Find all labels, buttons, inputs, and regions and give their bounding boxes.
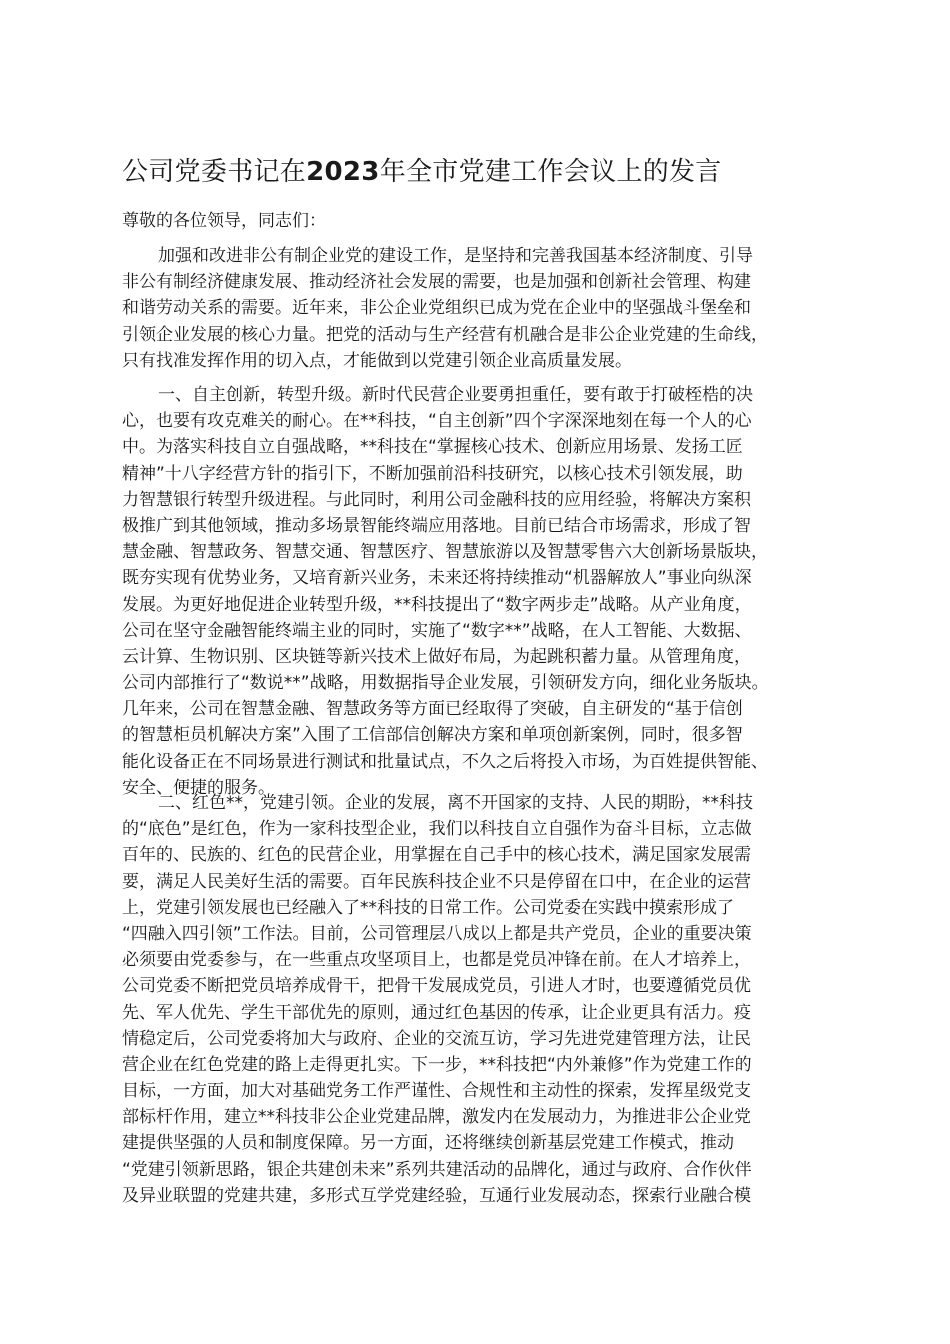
- paragraph-line: 的“底色”是红色，作为一家科技型企业，我们以科技自立自强作为奋斗目标，立志做: [122, 819, 752, 840]
- paragraph-line: 营企业在红色党建的路上走得更扎实。下一步，**科技把“内外兼修”作为党建工作的: [122, 1054, 752, 1075]
- document-title: [122, 152, 842, 192]
- paragraph-line: 公司在坚守金融智能终端主业的同时，实施了“数字**”战略，在人工智能、大数据、: [122, 620, 752, 641]
- paragraph-line: 上，党建引领发展也已经融入了**科技的日常工作。公司党委在实践中摸索形成了: [122, 897, 734, 918]
- paragraph-line: 公司内部推行了“数说**”战略，用数据指导企业发展，引领研发方向，细化业务版块。: [122, 673, 769, 694]
- paragraph-line: 先、军人优先、学生干部优先的原则，通过红色基因的传承，让企业更具有活力。疫: [122, 1002, 751, 1023]
- paragraph-line: 公司党委不断把党员培养成骨干，把骨干发展成党员，引进人才时，也要遵循党员优: [122, 976, 751, 997]
- paragraph-line: 目标，一方面，加大对基础党务工作严谨性、合规性和主动性的探索，发挥星级党支: [122, 1081, 751, 1102]
- paragraph-line: 引领企业发展的核心力量。把党的活动与生产经营有机融合是非公企业党建的生命线，: [122, 324, 768, 345]
- paragraph-line: 只有找准发挥作用的切入点，才能做到以党建引领企业高质量发展。: [122, 350, 632, 371]
- paragraph-line: 力智慧银行转型升级进程。与此同时，利用公司金融科技的应用经验，将解决方案积: [122, 489, 751, 510]
- paragraph-line: 加强和改进非公有制企业党的建设工作，是坚持和完善我国基本经济制度、引导: [158, 246, 753, 266]
- paragraph-line: 的智慧柜员机解决方案”入围了工信部信创解决方案和单项创新案例，同时，很多智: [122, 725, 743, 746]
- paragraph-line: 要，满足人民美好生活的需要。百年民族科技企业不只是停留在口中，在企业的运营: [122, 871, 751, 892]
- paragraph-line: 几年来，公司在智慧金融、智慧政务等方面已经取得了突破，自主研发的“基于信创: [122, 699, 743, 720]
- paragraph-line: 心，也要有攻克难关的耐心。在**科技，“自主创新”四个字深深地刻在每一个人的心: [122, 411, 752, 432]
- paragraph-line: 及异业联盟的党建共建，多形式互学党建经验，互通行业发展动态，探索行业融合模: [122, 1185, 751, 1206]
- paragraph-line: 精神”十八字经营方针的指引下，不断加强前沿科技研究，以核心技术引领发展，助: [122, 463, 743, 484]
- title-year: 2023: [306, 157, 380, 187]
- paragraph-line: 能化设备正在不同场景进行测试和批量试点，不久之后将投入市场，为百姓提供智能、: [122, 751, 768, 772]
- salutation: 尊敬的各位领导，同志们：: [122, 211, 326, 231]
- paragraph-line: “四融入四引领”工作法。目前，公司管理层八成以上都是共产党员，企业的重要决策: [122, 923, 752, 944]
- paragraph-line: 二、红色**，党建引领。企业的发展，离不开国家的支持、人民的期盼，**科技: [158, 793, 753, 813]
- paragraph-line: 部标杆作用，建立**科技非公企业党建品牌，激发内在发展动力，为推进非公企业党: [122, 1107, 751, 1128]
- paragraph-line: 建提供坚强的人员和制度保障。另一方面，还将继续创新基层党建工作模式，推动: [122, 1133, 734, 1154]
- paragraph-line: 非公有制经济健康发展、推动经济社会发展的需要，也是加强和创新社会管理、构建: [122, 272, 751, 293]
- paragraph-section-one: [122, 382, 852, 801]
- paragraph-line: 必须要由党委参与，在一些重点攻坚项目上，也都是党员冲锋在前。在人才培养上，: [122, 950, 751, 971]
- paragraph-line: 既夯实现有优势业务，又培育新兴业务，未来还将持续推动“机器解放人”事业向纵深: [122, 568, 752, 589]
- paragraph-line: “党建引领新思路，银企共建创未来”系列共建活动的品牌化，通过与政府、合作伙伴: [122, 1159, 752, 1180]
- paragraph-line: 慧金融、智慧政务、智慧交通、智慧医疗、智慧旅游以及智慧零售六大创新场景版块，: [122, 542, 768, 563]
- title-prefix: 公司党委书记在: [122, 157, 307, 187]
- paragraph-line: 云计算、生物识别、区块链等新兴技术上做好布局，为起跳积蓄力量。从管理角度，: [122, 646, 751, 667]
- paragraph-line: 百年的、民族的、红色的民营企业，用掌握在自己手中的核心技术，满足国家发展需: [122, 845, 751, 866]
- paragraph-section-two: [122, 790, 852, 1209]
- paragraph-line: 一、自主创新，转型升级。新时代民营企业要勇担重任，要有敢于打破桎梏的决: [158, 385, 753, 405]
- paragraph-line: 安全、便捷的服务。: [122, 777, 275, 798]
- paragraph-line: 发展。为更好地促进企业转型升级，**科技提出了“数字两步走”战略。从产业角度，: [122, 594, 752, 615]
- paragraph-intro: [122, 243, 852, 374]
- paragraph-line: 中。为落实科技自立自强战略，**科技在“掌握核心技术、创新应用场景、发扬工匠: [122, 437, 743, 458]
- title-suffix: 年全市党建工作会议上的发言: [379, 157, 722, 187]
- paragraph-line: 和谐劳动关系的需要。近年来，非公企业党组织已成为党在企业中的坚强战斗堡垒和: [122, 298, 751, 319]
- paragraph-line: 情稳定后，公司党委将加大与政府、企业的交流互访，学习先进党建管理方法，让民: [122, 1028, 751, 1049]
- paragraph-line: 极推广到其他领域，推动多场景智能终端应用落地。目前已结合市场需求，形成了智: [122, 515, 751, 536]
